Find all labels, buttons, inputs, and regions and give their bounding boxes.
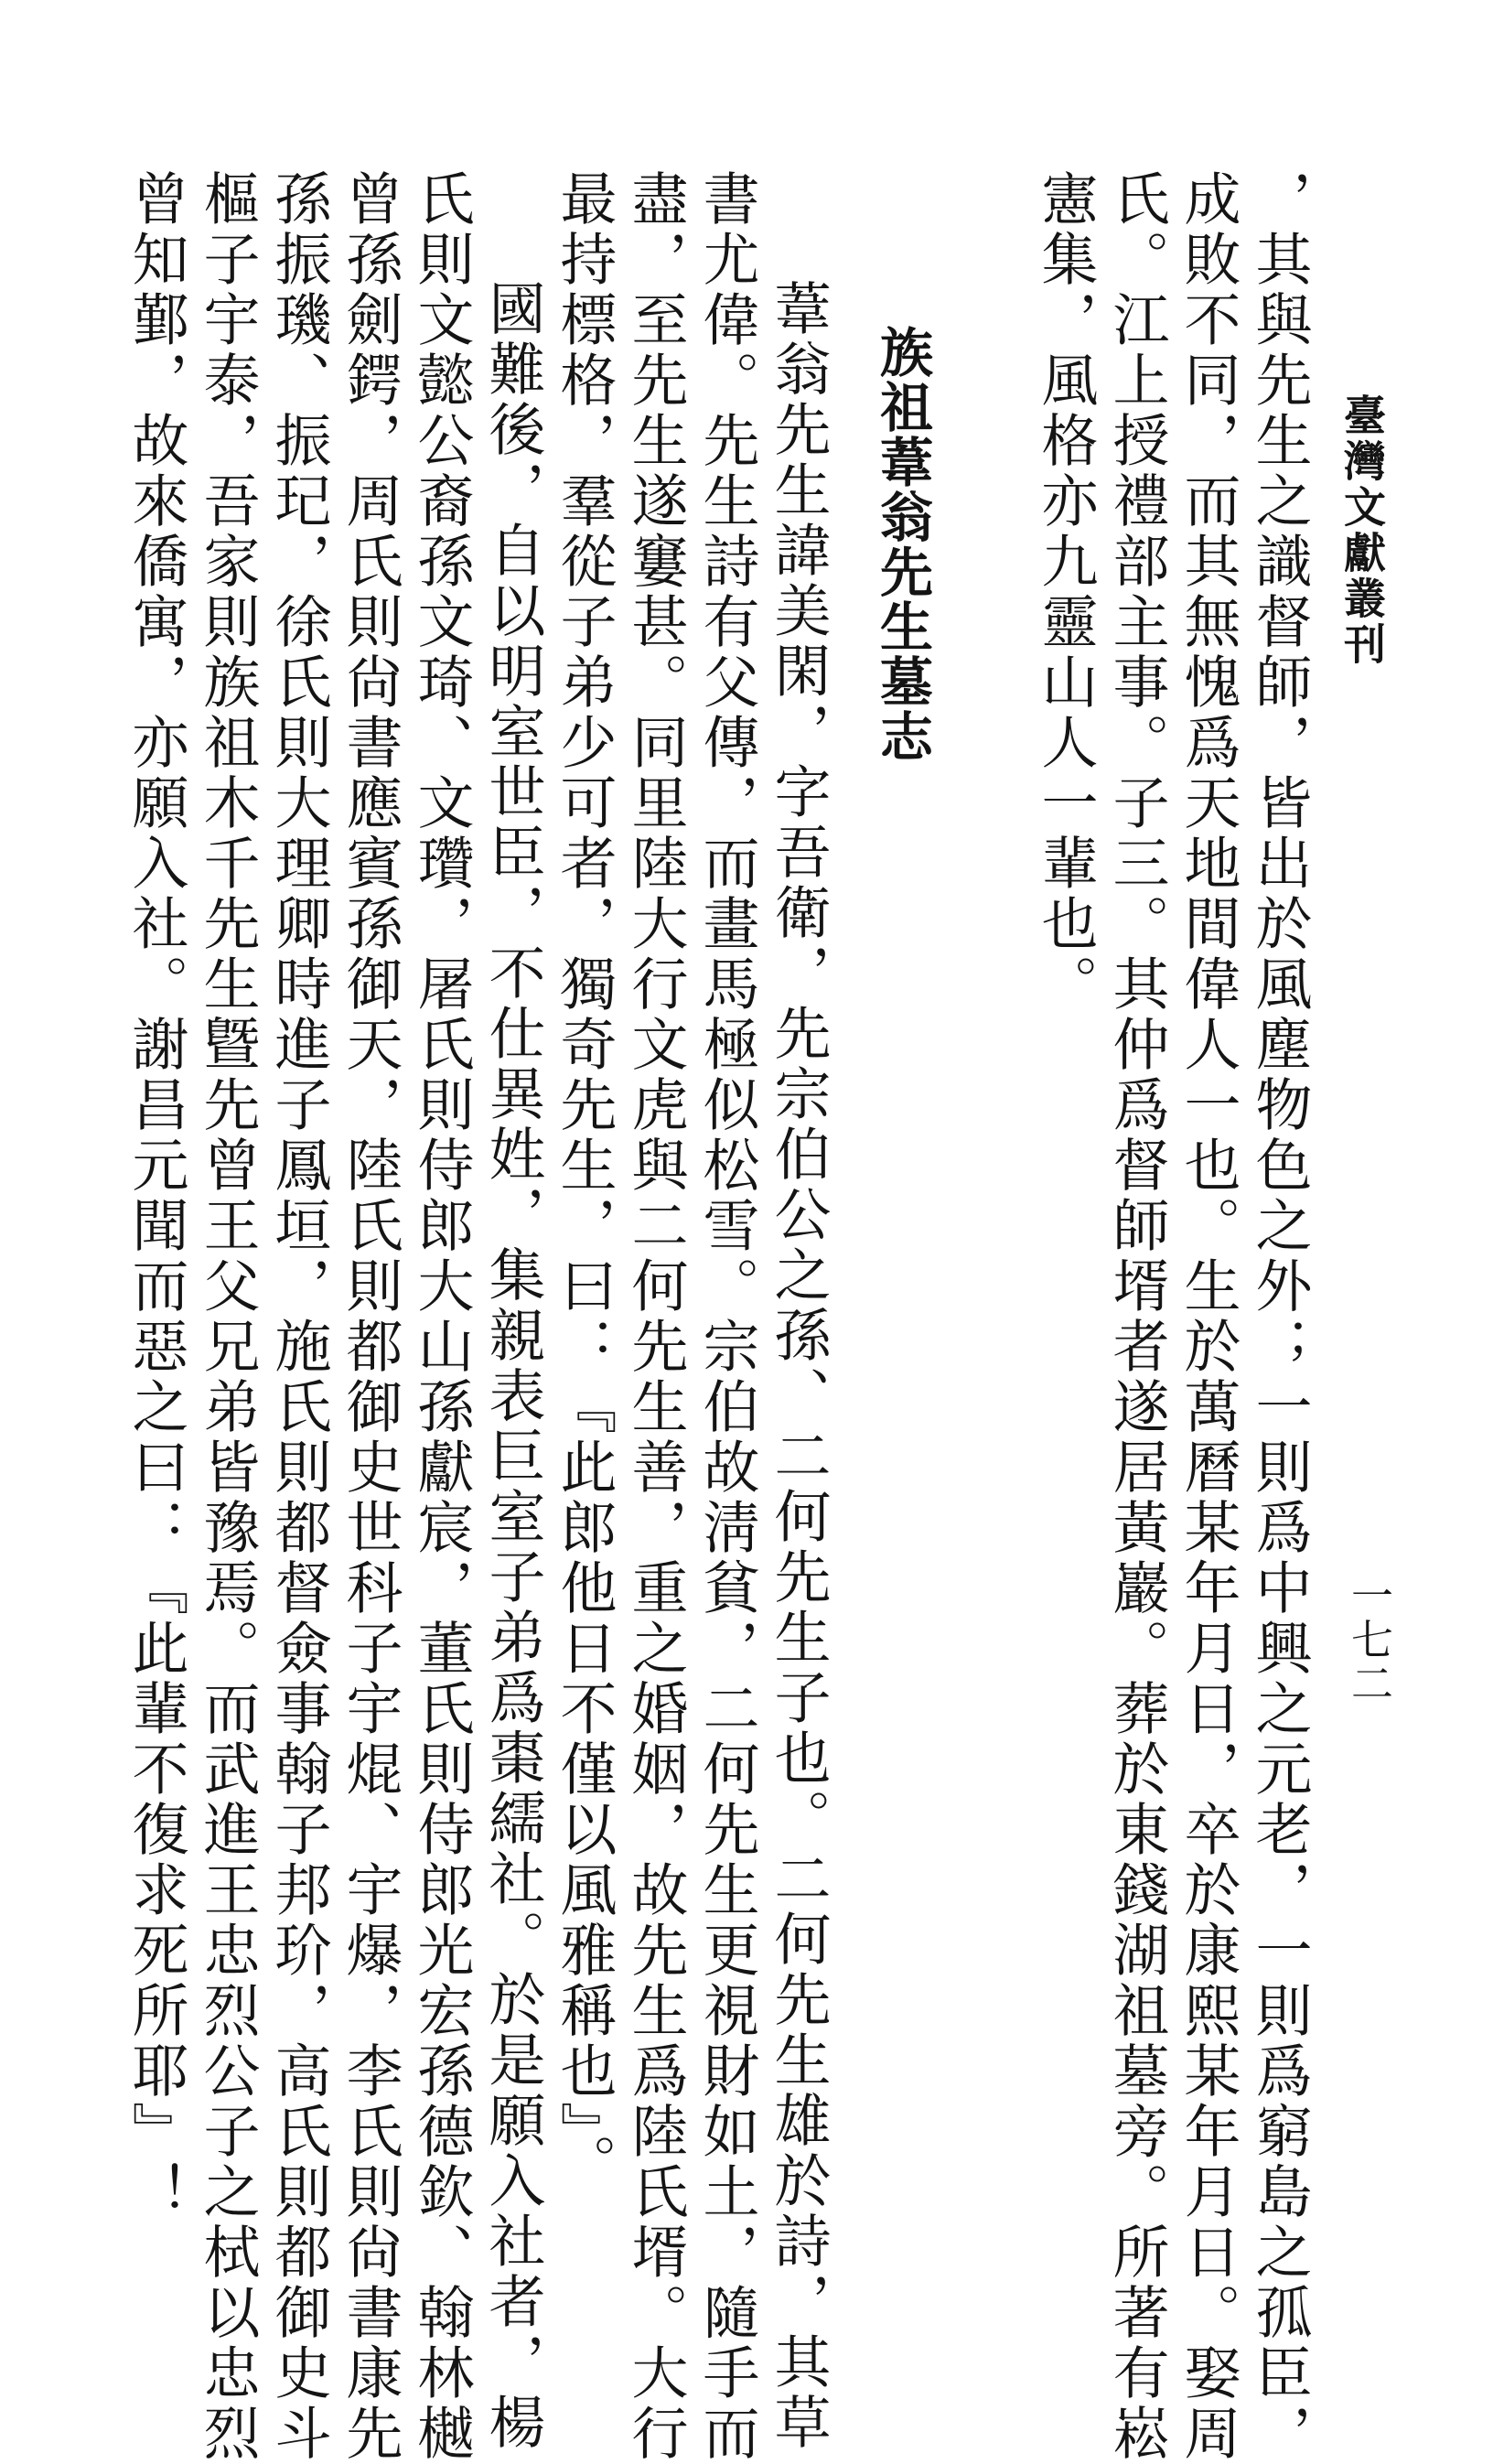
text-column: 國難後，自以明室世臣，不仕異姓，集親表巨室子弟爲棗繻社。於是願入社者，楊 bbox=[479, 279, 546, 2453]
text-column: 憲集，風格亦九靈山人一輩也。 bbox=[1032, 169, 1099, 1015]
text-column: ，其與先生之識督師，皆出於風塵物色之外；一則爲中興之元老，一則爲窮島之孤臣， bbox=[1246, 169, 1313, 2464]
text-column: 盡，至先生遂窶甚。同里陸大行文虎與二何先生善，重之婚姻，故先生爲陸氏壻。大行 bbox=[622, 169, 689, 2464]
text-column: 樞子宇泰，吾家則族祖木千先生曁先曾王父兄弟皆豫焉。而武進王忠烈公子之栻以忠烈 bbox=[194, 169, 261, 2464]
text-column: 最持標格，羣從子弟少可者，獨奇先生，曰：『此郎他日不僅以風雅稱也』。 bbox=[551, 169, 618, 2194]
text-column: 孫振璣、振玘，徐氏則大理卿時進子鳳垣，施氏則都督僉事翰子邦玠，高氏則都御史斗 bbox=[265, 169, 332, 2464]
vertical-text-body bbox=[120, 169, 1315, 2464]
text-column: 曾知鄞，故來僑寓，亦願入社。謝昌元聞而惡之曰：『此輩不復求死所耶』！ bbox=[123, 169, 189, 2222]
text-column: 曾孫劍鍔，周氏則尙書應賓孫御天，陸氏則都御史世科子宇焜、宇爆，李氏則尙書康先 bbox=[337, 169, 403, 2464]
text-column: 葦翁先生諱美閑，字吾衛，先宗伯公之孫、二何先生子也。二何先生雄於詩，其草 bbox=[765, 279, 832, 2453]
text-column: 書尤偉。先生詩有父傳，而畫馬極似松雪。宗伯故淸貧，二何先生更視財如土，隨手而 bbox=[693, 169, 760, 2464]
text-column: 成敗不同，而其無愧爲天地間偉人一也。生於萬曆某年月日，卒於康熙某年月日。娶周 bbox=[1175, 169, 1241, 2464]
page-number: 一七二 bbox=[1345, 1574, 1394, 1705]
text-column: 氏則文懿公裔孫文琦、文瓚，屠氏則侍郎大山孫獻宸，董氏則侍郎光宏孫德欽、翰林樾 bbox=[408, 169, 475, 2464]
running-header-title: 臺灣文獻叢刊 bbox=[1337, 393, 1387, 668]
section-heading: 族祖葦翁先生墓志 bbox=[871, 325, 933, 764]
text-column: 氏。江上授禮部主事。子三。其仲爲督師壻者遂居黃巖。葬於東錢湖祖墓旁。所著有崧 bbox=[1103, 169, 1170, 2464]
